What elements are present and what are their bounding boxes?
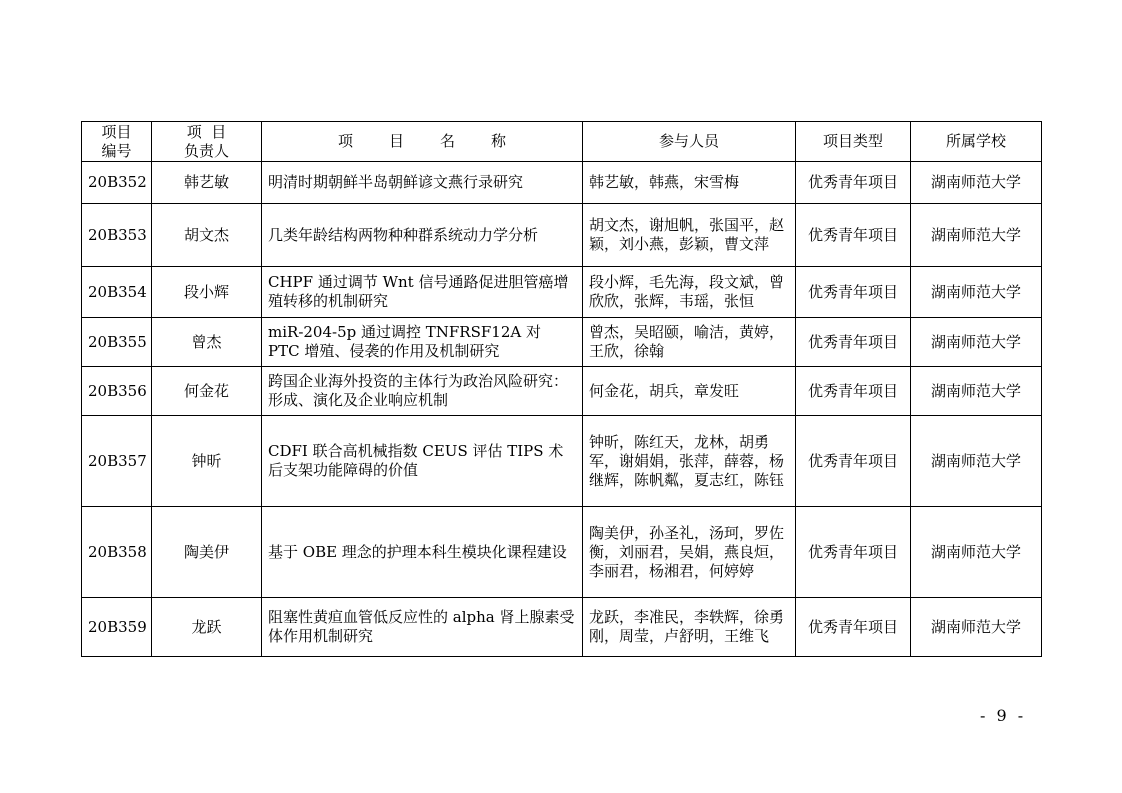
cell-school: 湖南师范大学 (911, 507, 1042, 598)
project-table (81, 121, 1042, 657)
cell-members: 龙跃，李准民，李轶辉，徐勇刚，周莹，卢舒明，王维飞 (583, 598, 796, 657)
cell-school: 湖南师范大学 (911, 598, 1042, 657)
cell-school: 湖南师范大学 (911, 162, 1042, 204)
cell-name: 跨国企业海外投资的主体行为政治风险研究：形成、演化及企业响应机制 (262, 367, 583, 416)
cell-type: 优秀青年项目 (796, 416, 911, 507)
table-row (82, 507, 1042, 598)
cell-name: 明清时期朝鲜半岛朝鲜谚文燕行录研究 (262, 162, 583, 204)
header-name-label: 项目名称 (337, 132, 542, 150)
cell-type: 优秀青年项目 (796, 162, 911, 204)
table-row (82, 416, 1042, 507)
cell-school: 湖南师范大学 (911, 367, 1042, 416)
table-row (82, 162, 1042, 204)
header-school: 所属学校 (911, 122, 1042, 162)
cell-leader: 段小辉 (152, 267, 262, 318)
header-leader-line2: 负责人 (183, 141, 229, 160)
header-id (82, 122, 152, 162)
cell-school: 湖南师范大学 (911, 416, 1042, 507)
cell-members: 陶美伊，孙圣礼，汤珂，罗佐衡，刘丽君，吴娟，燕良烜，李丽君，杨湘君，何婷婷 (583, 507, 796, 598)
header-id-line2: 编号 (101, 141, 132, 160)
cell-id: 20B357 (82, 416, 152, 507)
cell-leader: 龙跃 (152, 598, 262, 657)
cell-id: 20B353 (82, 204, 152, 267)
table-row (82, 267, 1042, 318)
cell-id: 20B358 (82, 507, 152, 598)
cell-leader: 胡文杰 (152, 204, 262, 267)
cell-leader: 钟昕 (152, 416, 262, 507)
header-leader-line1: 项 目 (186, 122, 227, 141)
cell-school: 湖南师范大学 (911, 267, 1042, 318)
cell-members: 曾杰，吴昭颐，喻洁，黄婷，王欣，徐翰 (583, 318, 796, 367)
cell-name: 阻塞性黄疸血管低反应性的 alpha 肾上腺素受体作用机制研究 (262, 598, 583, 657)
cell-type: 优秀青年项目 (796, 318, 911, 367)
cell-members: 韩艺敏，韩燕，宋雪梅 (583, 162, 796, 204)
cell-members: 胡文杰，谢旭帆，张国平，赵颖，刘小燕，彭颖，曹文萍 (583, 204, 796, 267)
cell-school: 湖南师范大学 (911, 204, 1042, 267)
cell-name: 几类年龄结构两物种种群系统动力学分析 (262, 204, 583, 267)
cell-name: 基于 OBE 理念的护理本科生模块化课程建设 (262, 507, 583, 598)
cell-members: 钟昕，陈红天，龙林，胡勇军，谢娟娟，张萍，薛蓉，杨继辉，陈帆粼，夏志红，陈钰 (583, 416, 796, 507)
cell-leader: 陶美伊 (152, 507, 262, 598)
cell-type: 优秀青年项目 (796, 267, 911, 318)
cell-id: 20B352 (82, 162, 152, 204)
cell-id: 20B359 (82, 598, 152, 657)
cell-name: miR-204-5p 通过调控 TNFRSF12A 对 PTC 增殖、侵袭的作用及机制研究 (262, 318, 583, 367)
cell-type: 优秀青年项目 (796, 507, 911, 598)
cell-id: 20B356 (82, 367, 152, 416)
cell-type: 优秀青年项目 (796, 598, 911, 657)
cell-type: 优秀青年项目 (796, 204, 911, 267)
cell-leader: 曾杰 (152, 318, 262, 367)
table-row (82, 204, 1042, 267)
cell-leader: 韩艺敏 (152, 162, 262, 204)
page-number: - 9 - (980, 706, 1027, 725)
header-id-line1: 项目 (101, 122, 132, 141)
cell-id: 20B355 (82, 318, 152, 367)
cell-type: 优秀青年项目 (796, 367, 911, 416)
header-type: 项目类型 (796, 122, 911, 162)
cell-members: 何金花，胡兵，章发旺 (583, 367, 796, 416)
table-row (82, 598, 1042, 657)
cell-leader: 何金花 (152, 367, 262, 416)
table-row (82, 318, 1042, 367)
table-row (82, 367, 1042, 416)
header-row (82, 122, 1042, 162)
header-name (262, 122, 583, 162)
cell-id: 20B354 (82, 267, 152, 318)
header-members: 参与人员 (583, 122, 796, 162)
cell-name: CDFI 联合高机械指数 CEUS 评估 TIPS 术后支架功能障碍的价值 (262, 416, 583, 507)
header-leader (152, 122, 262, 162)
cell-school: 湖南师范大学 (911, 318, 1042, 367)
cell-members: 段小辉，毛先海，段文斌，曾欣欣，张辉，韦瑶，张恒 (583, 267, 796, 318)
cell-name: CHPF 通过调节 Wnt 信号通路促进胆管癌增殖转移的机制研究 (262, 267, 583, 318)
